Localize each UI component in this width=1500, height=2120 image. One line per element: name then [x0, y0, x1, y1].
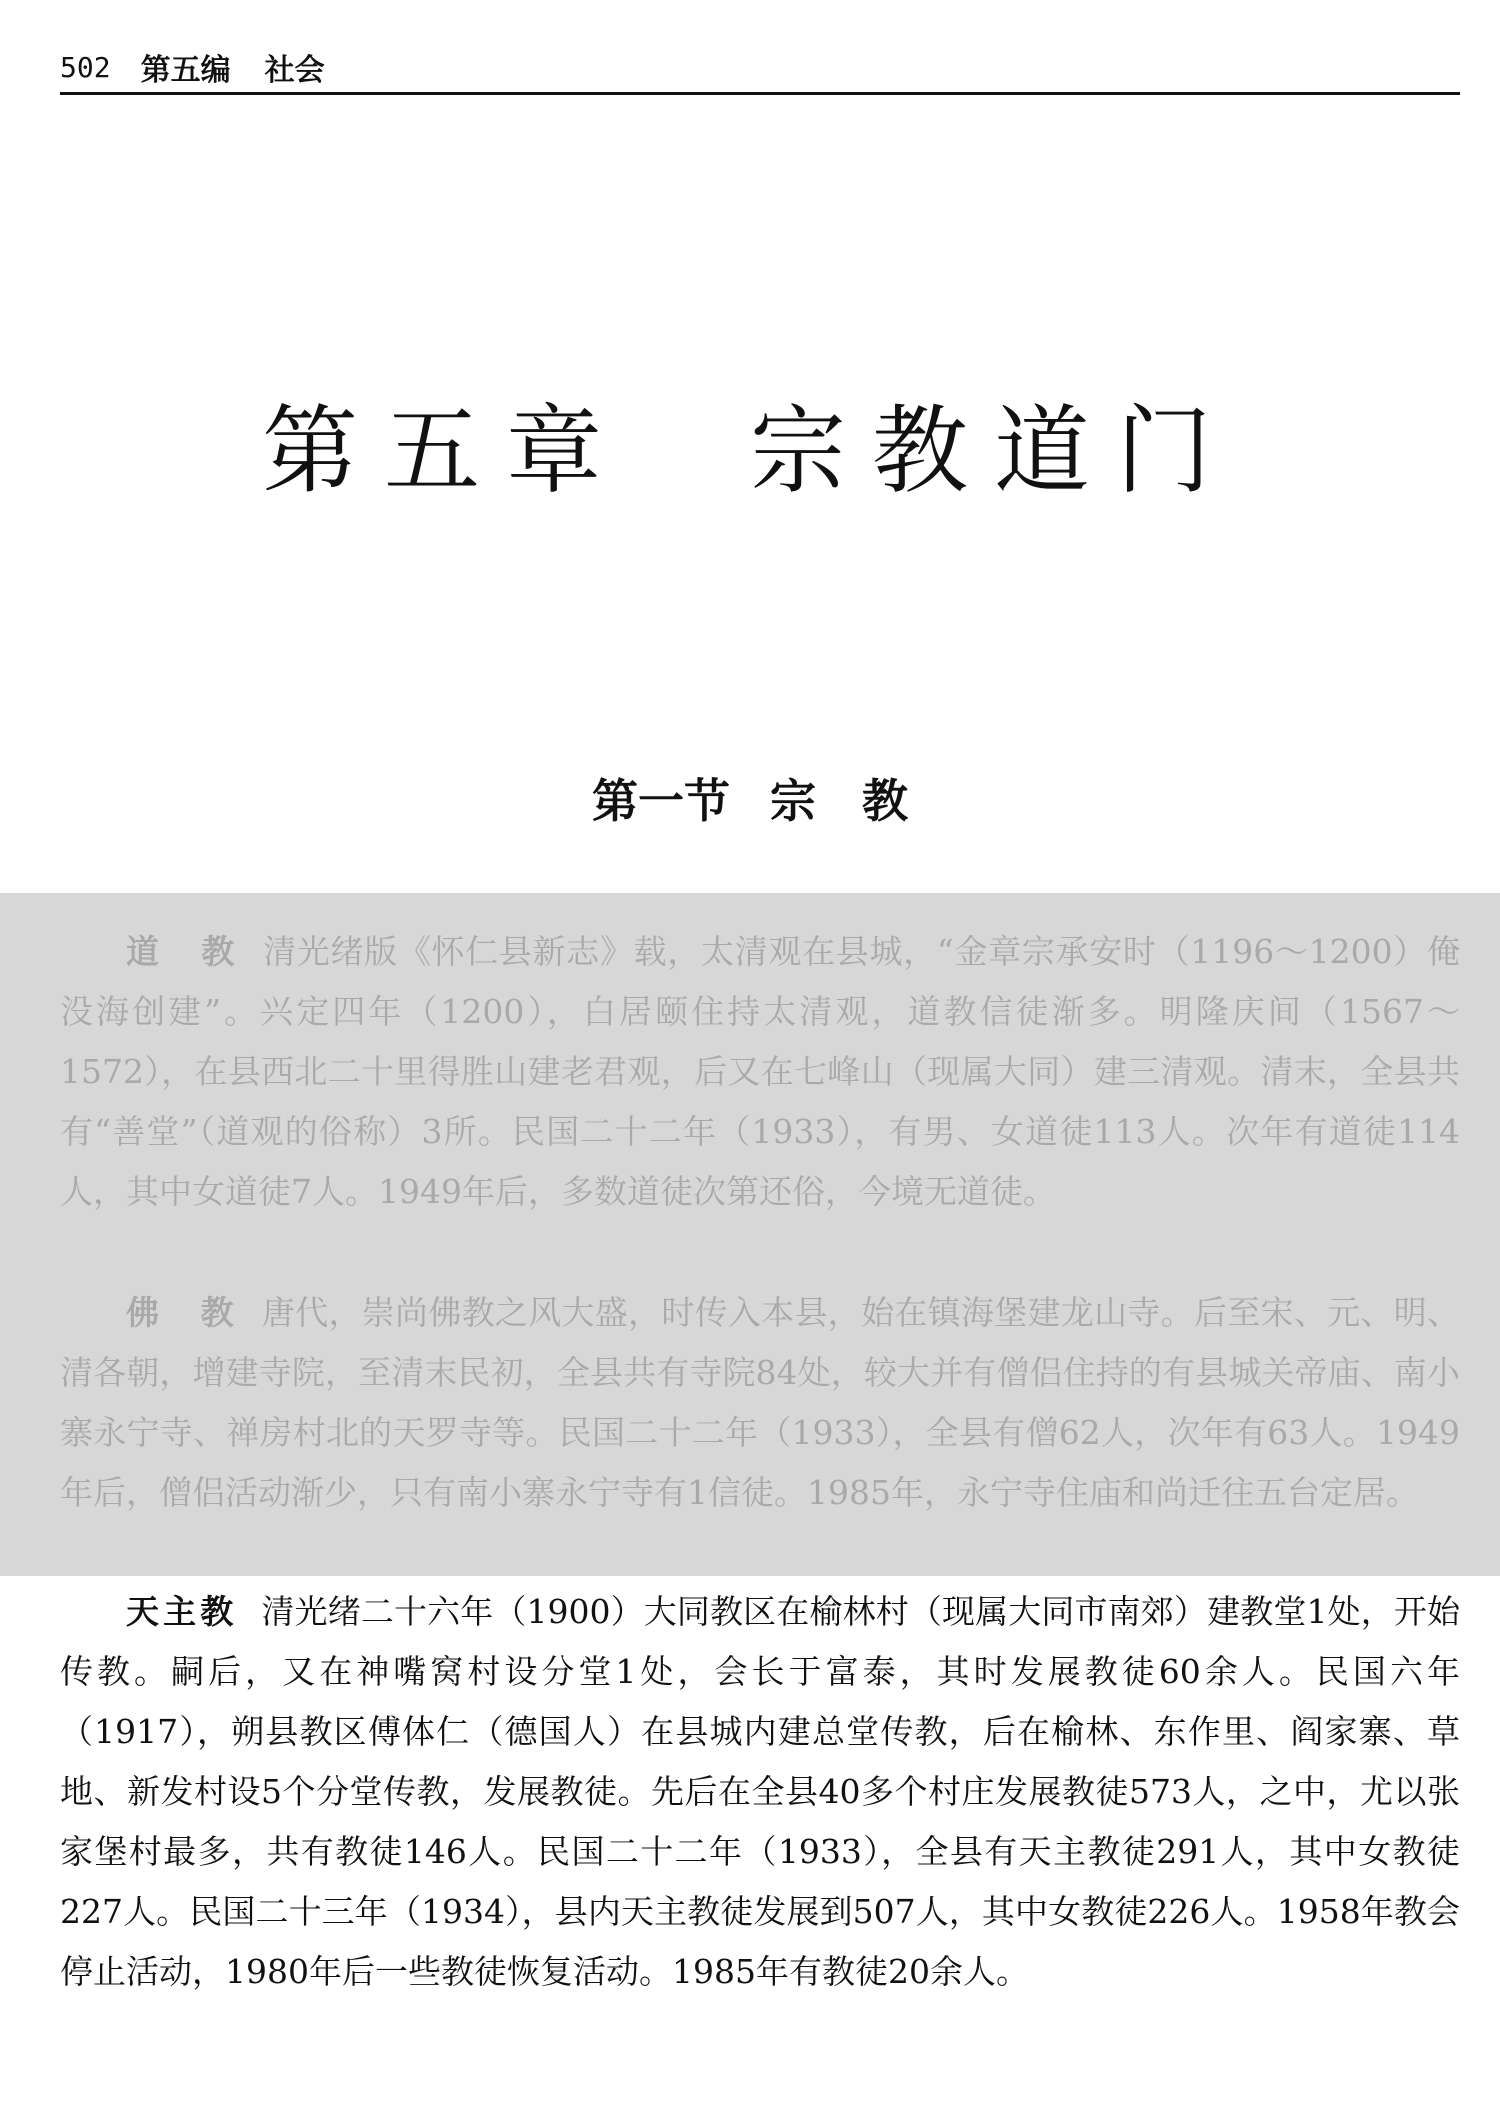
text-catholicism: 清光绪二十六年（1900）大同教区在榆林村（现属大同市南郊）建教堂1处，开始传教。嗣后，又在神嘴窝村设分堂1处，会长于富泰，其时发展教徒60余人。民国六年（1917），朔县教区傅体仁（德国人）在县城内建总堂传教，后在榆林、东作里、阎家寨、草地、新发村设5个分堂传教，发展教徒。先后在全县40多个村庄发展教徒573人，之中，尤以张家堡村最多，共有教徒146人。民国二十二年（1933），全县有天主教徒291人，其中女教徒227人。民国二十三年（1934），县内天主教徒发展到507人，其中女教徒226人。1958年教会停止活动，1980年后一些教徒恢复活动。1985年有教徒20余人。 — [60, 1592, 1461, 1991]
part-subject: 社会 — [264, 53, 325, 88]
paragraph-daoism — [60, 922, 1460, 1222]
page-number: 502 — [60, 50, 111, 84]
section-label: 第一节 — [592, 774, 730, 828]
text-buddhism: 唐代，崇尚佛教之风大盛，时传入本县，始在镇海堡建龙山寺。后至宋、元、明、清各朝，增建寺院，至清末民初，全县共有寺院84处，较大并有僧侣住持的有县城关帝庙、南小寨永宁寺、禅房村北的天罗寺等。民国二十二年（1933），全县有僧62人，次年有63人。1949年后，僧侣活动渐少，只有南小寨永宁寺有1信徒。1985年，永宁寺住庙和尚迁往五台定居。 — [60, 1293, 1461, 1512]
text-daoism: 清光绪版《怀仁县新志》载，太清观在县城，“金章宗承安时（1196～1200）俺没海创建”。兴定四年（1200），白居颐住持太清观，道教信徒渐多。明隆庆间（1567～1572），在县西北二十里得胜山建老君观，后又在七峰山（现属大同）建三清观。清末，全县共有“善堂”（道观的俗称）3所。民国二十二年（1933），有男、女道徒113人。次年有道徒114人，其中女道徒7人。1949年后，多数道徒次第还俗，今境无道徒。 — [60, 932, 1460, 1211]
section-name: 宗 教 — [770, 774, 908, 828]
chapter-title: 第五章 宗教道门 — [262, 395, 1238, 507]
paragraph-buddhism — [60, 1283, 1460, 1523]
term-catholicism: 天主教 — [126, 1592, 238, 1631]
term-daoism: 道 教 — [126, 932, 240, 971]
part-label: 第五编 — [140, 53, 231, 88]
paragraph-catholicism — [60, 1582, 1460, 2002]
section-title — [0, 765, 1500, 831]
running-header — [60, 42, 1460, 95]
term-buddhism: 佛 教 — [126, 1293, 238, 1332]
